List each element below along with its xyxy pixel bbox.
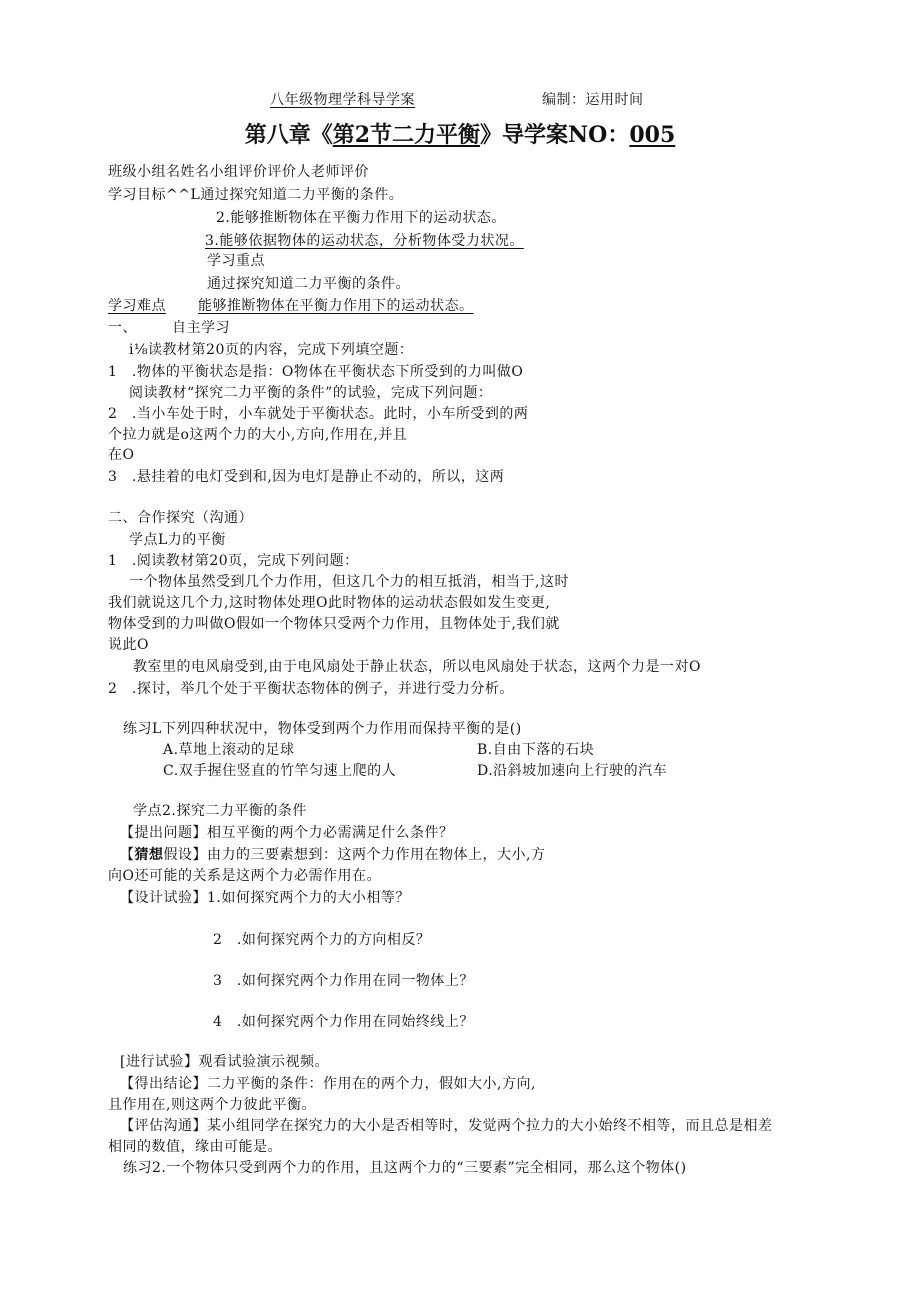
design-item-3: 3 .如何探究两个力作用在同一物体上？ — [213, 973, 474, 989]
part1-line-2: 1 .物体的平衡状态是指：O物体在平衡状态下所受到的力叫做O — [108, 364, 524, 380]
study-point-1-title: 学点L力的平衡 — [129, 532, 226, 548]
difficulty-line — [108, 296, 474, 316]
design-item-2: 2 .如何探究两个力的方向相反？ — [213, 932, 431, 948]
part1-line-7: 3 .悬挂着的电灯受到和,因为电灯是静止不动的，所以，这两 — [108, 469, 505, 485]
option-a: A.草地上滚动的足球 — [163, 742, 295, 758]
page-title — [0, 118, 920, 152]
experiment-text: 观看试验演示视频。 — [198, 1054, 329, 1070]
title-number: 005 — [629, 122, 676, 148]
design-item-1: 1.如何探究两个力的大小相等？ — [207, 890, 410, 906]
question-2: 2 .探讨，举几个处于平衡状态物体的例子，并进行受力分析。 — [108, 681, 514, 697]
difficulty-text: 能够推断物体在平衡力作用下的运动状态。 — [198, 298, 474, 314]
key-point-text: 通过探究知道二力平衡的条件。 — [207, 276, 410, 292]
evaluation-line — [120, 1116, 773, 1136]
option-d: D.沿斜坡加速向上行驶的汽车 — [477, 763, 668, 779]
hypothesis-bracket-open: 【 — [120, 847, 135, 863]
part1-heading: 自主学习 — [172, 320, 230, 336]
design-line — [120, 888, 410, 908]
part2-text-2: 我们就说这几个力,这时物体处理O此时物体的运动状态假如发生变更, — [108, 595, 551, 611]
info-row: 班级小组名姓名小组评价评价人老师评价 — [108, 164, 369, 180]
experiment-label: [进行试验】 — [120, 1054, 199, 1070]
exercise-1: 练习L下列四种状况中，物体受到两个力作用而保持平衡的是() — [123, 721, 522, 737]
hypothesis-line — [120, 845, 545, 865]
title-main: 第2节二力平衡 — [332, 122, 481, 148]
evaluation-text-2: 相同的数值，缘由可能是。 — [108, 1139, 282, 1155]
key-point-label: 学习重点 — [207, 253, 265, 269]
question-1: 1 .阅读教材第20页，完成下列问题： — [108, 553, 359, 569]
raise-question-label: 【提出问题】 — [120, 825, 207, 841]
conclusion-text: 二力平衡的条件：作用在的两个力，假如大小,方向, — [207, 1076, 536, 1092]
part1-line-4: 2 .当小车处于时，小车就处于平衡状态。此时，小车所受到的两 — [108, 406, 529, 422]
objectives-line — [108, 185, 403, 205]
part2-text-1: 一个物体虽然受到几个力作用，但这几个力的相互抵消，相当于,这时 — [129, 574, 569, 590]
part2-text-4: 说此O — [108, 637, 149, 653]
conclusion-line — [120, 1074, 536, 1094]
objective-item-2: 2.能够推断物体在平衡力作用下的运动状态。 — [216, 210, 506, 226]
hypothesis-label-bold: 猜想 — [134, 847, 164, 863]
objectives-label: 学习目标^^ — [108, 187, 191, 203]
study-point-2-title: 学点2.探究二力平衡的条件 — [133, 803, 307, 819]
hypothesis-label-rest: 假设】 — [163, 847, 207, 863]
option-c: C.双手握住竖直的竹竿匀速上爬的人 — [163, 763, 397, 779]
part2-heading: 二、合作探究（沟通） — [108, 510, 253, 526]
title-suffix: 》导学案NO： — [480, 122, 630, 148]
course-header-label: 八年级物理学科导学案 — [270, 92, 415, 108]
editor-header: 编制：运用时间 — [542, 92, 644, 108]
hypothesis-text: 由力的三要素想到：这两个力作用在物体上，大小,方 — [207, 847, 546, 863]
design-item-4: 4 .如何探究两个力作用在同始终线上？ — [213, 1014, 474, 1030]
part1-line-6: 在O — [108, 447, 135, 463]
raise-question-line — [120, 823, 454, 843]
raise-question-text: 相互平衡的两个力必需满足什么条件？ — [207, 825, 454, 841]
part2-text-3: 物体受到的力叫做O假如一个物体只受两个力作用，且物体处于,我们就 — [108, 616, 560, 632]
exercise-2: 练习2.一个物体只受到两个力的作用，且这两个力的“三要素”完全相同，那么这个物体() — [123, 1160, 687, 1176]
course-header — [270, 90, 415, 110]
part1-heading-number: 一、 — [108, 320, 137, 336]
design-label: 【设计试验】 — [120, 890, 207, 906]
evaluation-label: 【评估沟通】 — [120, 1118, 207, 1134]
title-prefix: 第八章《 — [244, 122, 333, 148]
option-b: B.自由下落的石块 — [477, 742, 595, 758]
objective-item-3: 3.能够依据物体的运动状态，分析物体受力状况。 — [205, 233, 524, 249]
hypothesis-text-2: 向O还可能的关系是这两个力必需作用在。 — [108, 868, 381, 884]
difficulty-label: 学习难点 — [108, 298, 166, 314]
part1-line-1: i⅛读教材第20页的内容，完成下列填空题： — [129, 342, 414, 358]
experiment-line — [120, 1052, 329, 1072]
part1-line-3: 阅读教材“探究二力平衡的条件”的试验，完成下列问题： — [129, 385, 493, 401]
conclusion-text-2: 且作用在,则这两个力彼此平衡。 — [108, 1097, 316, 1113]
conclusion-label: 【得出结论】 — [120, 1076, 207, 1092]
part2-text-5: 教室里的电风扇受到,由于电风扇处于静止状态，所以电风扇处于状态，这两个力是一对O — [133, 659, 701, 675]
objective-item-1: L通过探究知道二力平衡的条件。 — [190, 187, 404, 203]
evaluation-text: 某小组同学在探究力的大小是否相等时，发觉两个拉力的大小始终不相等，而且总是相差 — [207, 1118, 773, 1134]
part1-line-5: 个拉力就是o这两个力的大小,方向,作用在,并且 — [108, 427, 408, 443]
